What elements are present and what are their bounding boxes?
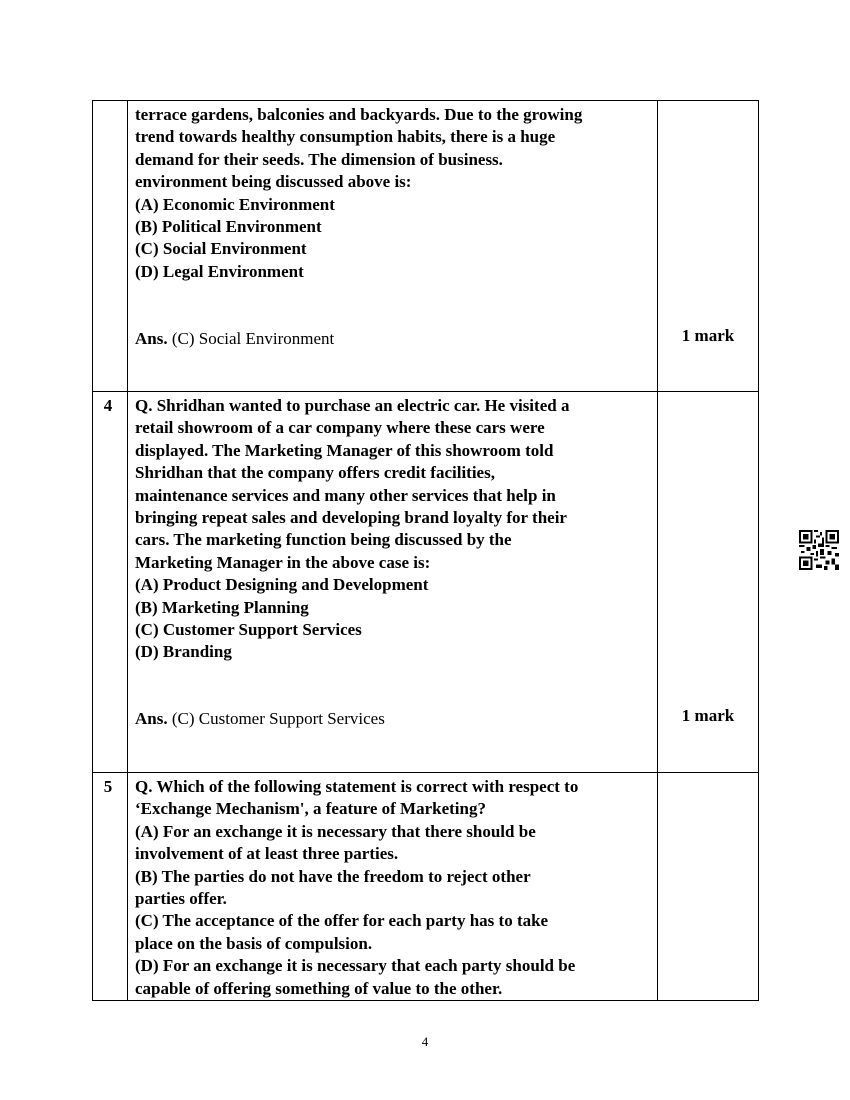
question-number-cell [93,392,128,773]
marks-cell [658,392,759,773]
answer-text: (C) Social Environment [167,329,335,349]
question-line: involvement of at least three parties. [135,844,399,864]
question-number-cell [93,773,128,1001]
option-b: (B) Marketing Planning [135,597,309,617]
marks-cell [658,101,759,392]
question-line: maintenance services and many other services that help in [135,485,556,505]
question-line: Shridhan that the company offers credit facilities, [135,463,495,483]
question-text [128,101,657,283]
question-line: displayed. The Marketing Manager of this showroom told [135,440,554,460]
question-table [92,100,759,1001]
answer-line [128,708,657,730]
question-cell [128,392,658,773]
option-c: (C) Social Environment [135,239,307,259]
marks-cell [658,773,759,1001]
qr-code-icon [799,530,839,570]
table-row [93,101,759,392]
question-line: bringing repeat sales and developing brand loyalty for their [135,508,567,528]
question-line: demand for their seeds. The dimension of business. [135,149,503,169]
question-line: terrace gardens, balconies and backyards. Due to the growing [135,105,583,124]
answer-line [128,328,657,350]
option-c: (C) The acceptance of the offer for each party has to take [135,911,549,931]
question-number [93,101,127,104]
question-cell [128,773,658,1001]
option-a: (A) Product Designing and Development [135,575,429,595]
option-b: (B) Political Environment [135,217,322,237]
question-text [128,773,657,1000]
option-a: (A) For an exchange it is necessary that there should be [135,821,536,841]
option-d: (D) Legal Environment [135,261,304,281]
question-cell [128,101,658,392]
answer-label: Ans. [135,329,168,349]
option-c: (C) Customer Support Services [135,620,362,640]
answer-label: Ans. [135,708,168,728]
question-text [128,392,657,664]
question-line: Q. Shridhan wanted to purchase an electric car. He visited a [135,396,570,415]
question-line: Marketing Manager in the above case is: [135,552,431,572]
question-line: parties offer. [135,889,227,909]
question-line: environment being discussed above is: [135,172,412,192]
question-line: cars. The marketing function being discussed by the [135,530,512,550]
option-a: (A) Economic Environment [135,194,335,214]
answer-text: (C) Customer Support Services [167,708,385,728]
question-number: 5 [103,777,113,796]
question-line: trend towards healthy consumption habits, there is a huge [135,127,556,147]
question-line: ‘Exchange Mechanism', a feature of Marketing? [135,799,486,819]
option-d: (D) For an exchange it is necessary that each party should be [135,956,576,976]
table-row [93,392,759,773]
question-number: 4 [103,396,113,415]
question-line: retail showroom of a car company where these cars were [135,418,545,438]
page-number: 4 [421,1034,429,1049]
question-line: capable of offering something of value to the other. [135,978,503,998]
option-d: (D) Branding [135,642,232,662]
question-line: place on the basis of compulsion. [135,933,373,953]
question-line: Q. Which of the following statement is correct with respect to [135,777,579,796]
marks-value: 1 mark [681,706,735,725]
marks-value: 1 mark [681,326,735,345]
table-row [93,773,759,1001]
option-b: (B) The parties do not have the freedom to reject other [135,866,531,886]
question-number-cell [93,101,128,392]
